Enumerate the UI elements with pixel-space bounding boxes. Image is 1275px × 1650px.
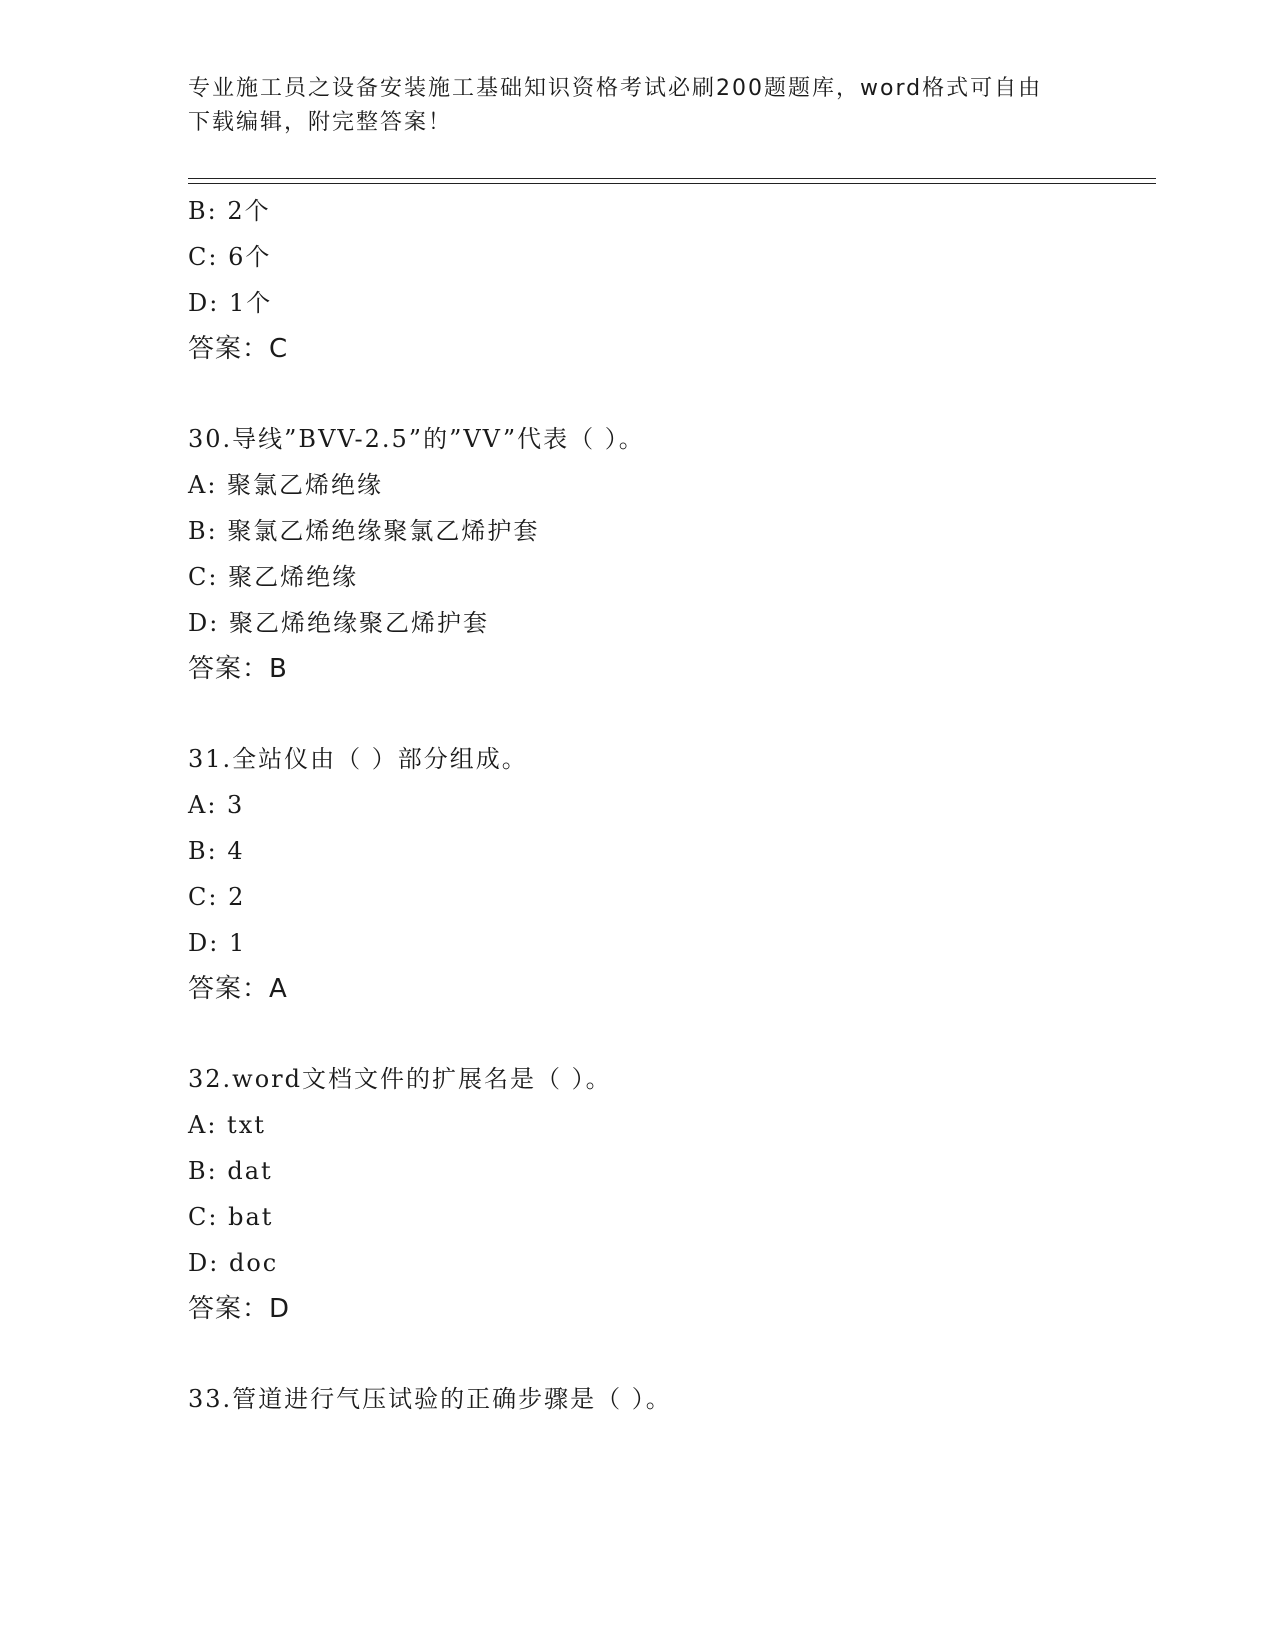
answer-label: 答案：C	[188, 334, 289, 364]
question-title: 31.全站仪由（ ）部分组成。	[188, 745, 528, 773]
option-b: B: 聚氯乙烯绝缘聚氯乙烯护套	[188, 517, 540, 545]
option-c: C: 2	[188, 883, 246, 911]
option-b: B: 2个	[188, 197, 271, 225]
question-list	[188, 188, 1148, 1422]
option-c: C: 6个	[188, 243, 272, 271]
question-block-29	[188, 188, 1148, 372]
answer-label: 答案：A	[188, 974, 288, 1004]
option-a: A: 聚氯乙烯绝缘	[188, 471, 384, 499]
header-line-2: 下载编辑，附完整答案！	[188, 110, 453, 135]
option-d: D: doc	[188, 1249, 279, 1277]
question-block-33	[188, 1376, 1148, 1422]
option-d: D: 聚乙烯绝缘聚乙烯护套	[188, 609, 489, 637]
question-title: 33.管道进行气压试验的正确步骤是（ ）。	[188, 1385, 672, 1413]
question-title: 30.导线”BVV-2.5”的”VV”代表（ ）。	[188, 425, 645, 453]
answer-label: 答案：B	[188, 654, 288, 684]
option-d: D: 1个	[188, 289, 273, 317]
option-c: C: bat	[188, 1203, 274, 1231]
question-block-30	[188, 416, 1148, 692]
header-divider-top	[188, 178, 1156, 179]
document-header	[188, 72, 1088, 140]
option-b: B: dat	[188, 1157, 273, 1185]
question-title: 32.word文档文件的扩展名是（ ）。	[188, 1065, 612, 1093]
question-block-32	[188, 1056, 1148, 1332]
option-a: A: 3	[188, 791, 245, 819]
header-line-1: 专业施工员之设备安装施工基础知识资格考试必刷200题题库，word格式可自由	[188, 76, 1043, 101]
option-c: C: 聚乙烯绝缘	[188, 563, 359, 591]
answer-label: 答案：D	[188, 1294, 291, 1324]
option-d: D: 1	[188, 929, 247, 957]
option-a: A: txt	[188, 1111, 266, 1139]
question-block-31	[188, 736, 1148, 1012]
option-b: B: 4	[188, 837, 245, 865]
header-divider-bottom	[188, 183, 1156, 184]
